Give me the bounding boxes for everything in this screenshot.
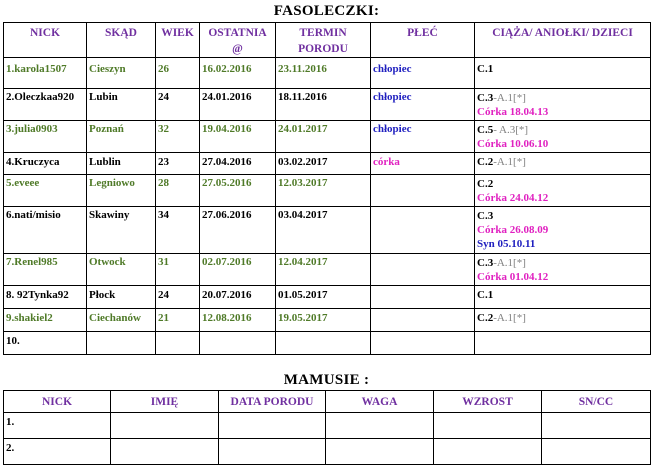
cell-nick: 8. 92Tynka92 [4,286,87,309]
cell-wiek: 28 [156,175,200,207]
header-nick: NICK [4,391,111,413]
cell-sn-cc [542,413,651,439]
header-imie: IMIĘ [111,391,219,413]
cell-skad: Lubin [87,89,156,121]
cell-skad: Skawiny [87,207,156,254]
ciaza-child: Córka 26.08.09 [477,224,549,236]
cell-skad: Cieszyn [87,58,156,89]
cell-termin: 01.05.2017 [276,286,371,309]
cell-ciaza [475,121,651,153]
cell-termin: 03.04.2017 [276,207,371,254]
cell-termin: 23.11.2016 [276,58,371,89]
ciaza-child: Córka 18.04.13 [477,106,549,118]
table-row [4,439,651,465]
cell-ostatnia [200,332,276,355]
cell-skad: Legniowo [87,175,156,207]
table-row [4,332,651,355]
cell-ostatnia: 16.02.2016 [200,58,276,89]
cell-wzrost [434,413,542,439]
table-row [4,58,651,89]
table-row [4,413,651,439]
header-data-porodu: DATA PORODU [219,391,326,413]
cell-nick: 1.karola1507 [4,58,87,89]
cell-nick: 4.Kruczyca [4,153,87,175]
cell-wiek: 26 [156,58,200,89]
cell-nick: 5.eveee [4,175,87,207]
ciaza-child: Syn 05.10.11 [477,238,536,250]
table-row [4,121,651,153]
cell-skad: Płock [87,286,156,309]
cell-termin: 24.01.2017 [276,121,371,153]
ciaza-main: C.5 [477,124,494,136]
cell-plec [371,286,475,309]
cell-wiek: 24 [156,286,200,309]
cell-plec [371,332,475,355]
cell-ostatnia: 27.04.2016 [200,153,276,175]
header-sn-cc: SN/CC [542,391,651,413]
cell-nick: 7.Renel985 [4,254,87,286]
header-wzrost: WZROST [434,391,542,413]
header-nick: NICK [4,23,87,58]
cell-plec: chłopiec [371,121,475,153]
cell-sn-cc [542,439,651,465]
table-row [4,254,651,286]
table-row [4,207,651,254]
cell-skad: Otwock [87,254,156,286]
cell-termin: 12.03.2017 [276,175,371,207]
cell-ciaza [475,286,651,309]
cell-termin: 03.02.2017 [276,153,371,175]
cell-nick: 2.Oleczkaa920 [4,89,87,121]
ciaza-main: C.2 [477,178,494,190]
table-row [4,175,651,207]
cell-ostatnia: 20.07.2016 [200,286,276,309]
cell-nick: 9.shakiel2 [4,309,87,332]
cell-plec [371,207,475,254]
cell-wiek: 31 [156,254,200,286]
cell-wiek: 24 [156,89,200,121]
header-row [4,391,651,413]
cell-nick: 3.julia0903 [4,121,87,153]
ciaza-aniolki: -A.1[*] [493,257,526,269]
cell-termin: 18.11.2016 [276,89,371,121]
header-wiek: WIEK [156,23,200,58]
ciaza-main: C.1 [477,63,494,75]
cell-skad [87,332,156,355]
cell-wiek: 23 [156,153,200,175]
cell-ciaza [475,175,651,207]
cell-plec: chłopiec [371,58,475,89]
table-row [4,309,651,332]
cell-imie [111,413,219,439]
ciaza-child: Córka 01.04.12 [477,271,549,283]
cell-wiek: 34 [156,207,200,254]
cell-waga [326,413,434,439]
cell-ostatnia: 19.04.2016 [200,121,276,153]
cell-ostatnia: 27.06.2016 [200,207,276,254]
cell-skad: Poznań [87,121,156,153]
fasoleczki-table [3,22,651,355]
cell-ciaza [475,89,651,121]
header-ostatnia: OSTATNIA @ [200,23,276,58]
header-waga: WAGA [326,391,434,413]
header-ciaza: CIĄŻA/ ANIOŁKI/ DZIECI [475,23,651,58]
cell-nick: 10. [4,332,87,355]
cell-nick: 1. [4,413,111,439]
header-skad: SKĄD [87,23,156,58]
cell-ostatnia: 12.08.2016 [200,309,276,332]
ciaza-aniolki: - A.3[*] [493,124,529,136]
ciaza-main: C.3 [477,92,494,104]
cell-waga [326,439,434,465]
cell-ciaza [475,332,651,355]
table-row [4,89,651,121]
cell-imie [111,439,219,465]
cell-plec: chłopiec [371,89,475,121]
header-row [4,23,651,58]
cell-ciaza [475,309,651,332]
fasoleczki-title: FASOLECZKI: [273,3,380,19]
header-plec: PŁEĆ [371,23,475,58]
cell-skad: Ciechanów [87,309,156,332]
table-row [4,286,651,309]
cell-wiek [156,332,200,355]
ciaza-child: Córka 24.04.12 [477,192,549,204]
cell-ostatnia: 27.05.2016 [200,175,276,207]
ciaza-main: C.2 [477,156,494,168]
cell-plec [371,254,475,286]
ciaza-aniolki: -A.1[*] [493,312,526,324]
cell-data-porodu [219,413,326,439]
cell-nick: 6.nati/misio [4,207,87,254]
cell-ciaza [475,254,651,286]
cell-skad: Lublin [87,153,156,175]
cell-plec: córka [371,153,475,175]
cell-plec [371,309,475,332]
mamusie-title: MAMUSIE : [283,372,370,388]
ciaza-aniolki: -A.1[*] [493,92,526,104]
ciaza-main: C.1 [477,289,494,301]
cell-ostatnia: 02.07.2016 [200,254,276,286]
ciaza-main: C.3 [477,257,494,269]
cell-nick: 2. [4,439,111,465]
cell-wzrost [434,439,542,465]
ciaza-aniolki: -A.1[*] [493,156,526,168]
cell-ciaza [475,207,651,254]
cell-ciaza [475,153,651,175]
cell-ciaza [475,58,651,89]
cell-termin [276,332,371,355]
table-row [4,153,651,175]
ciaza-main: C.3 [477,210,494,222]
cell-termin: 12.04.2017 [276,254,371,286]
cell-termin: 19.05.2017 [276,309,371,332]
cell-data-porodu [219,439,326,465]
cell-ostatnia: 24.01.2016 [200,89,276,121]
ciaza-child: Córka 10.06.10 [477,138,549,150]
mamusie-table [3,390,651,465]
cell-wiek: 21 [156,309,200,332]
cell-plec [371,175,475,207]
ciaza-main: C.2 [477,312,494,324]
header-termin: TERMIN PORODU [276,23,371,58]
cell-wiek: 32 [156,121,200,153]
